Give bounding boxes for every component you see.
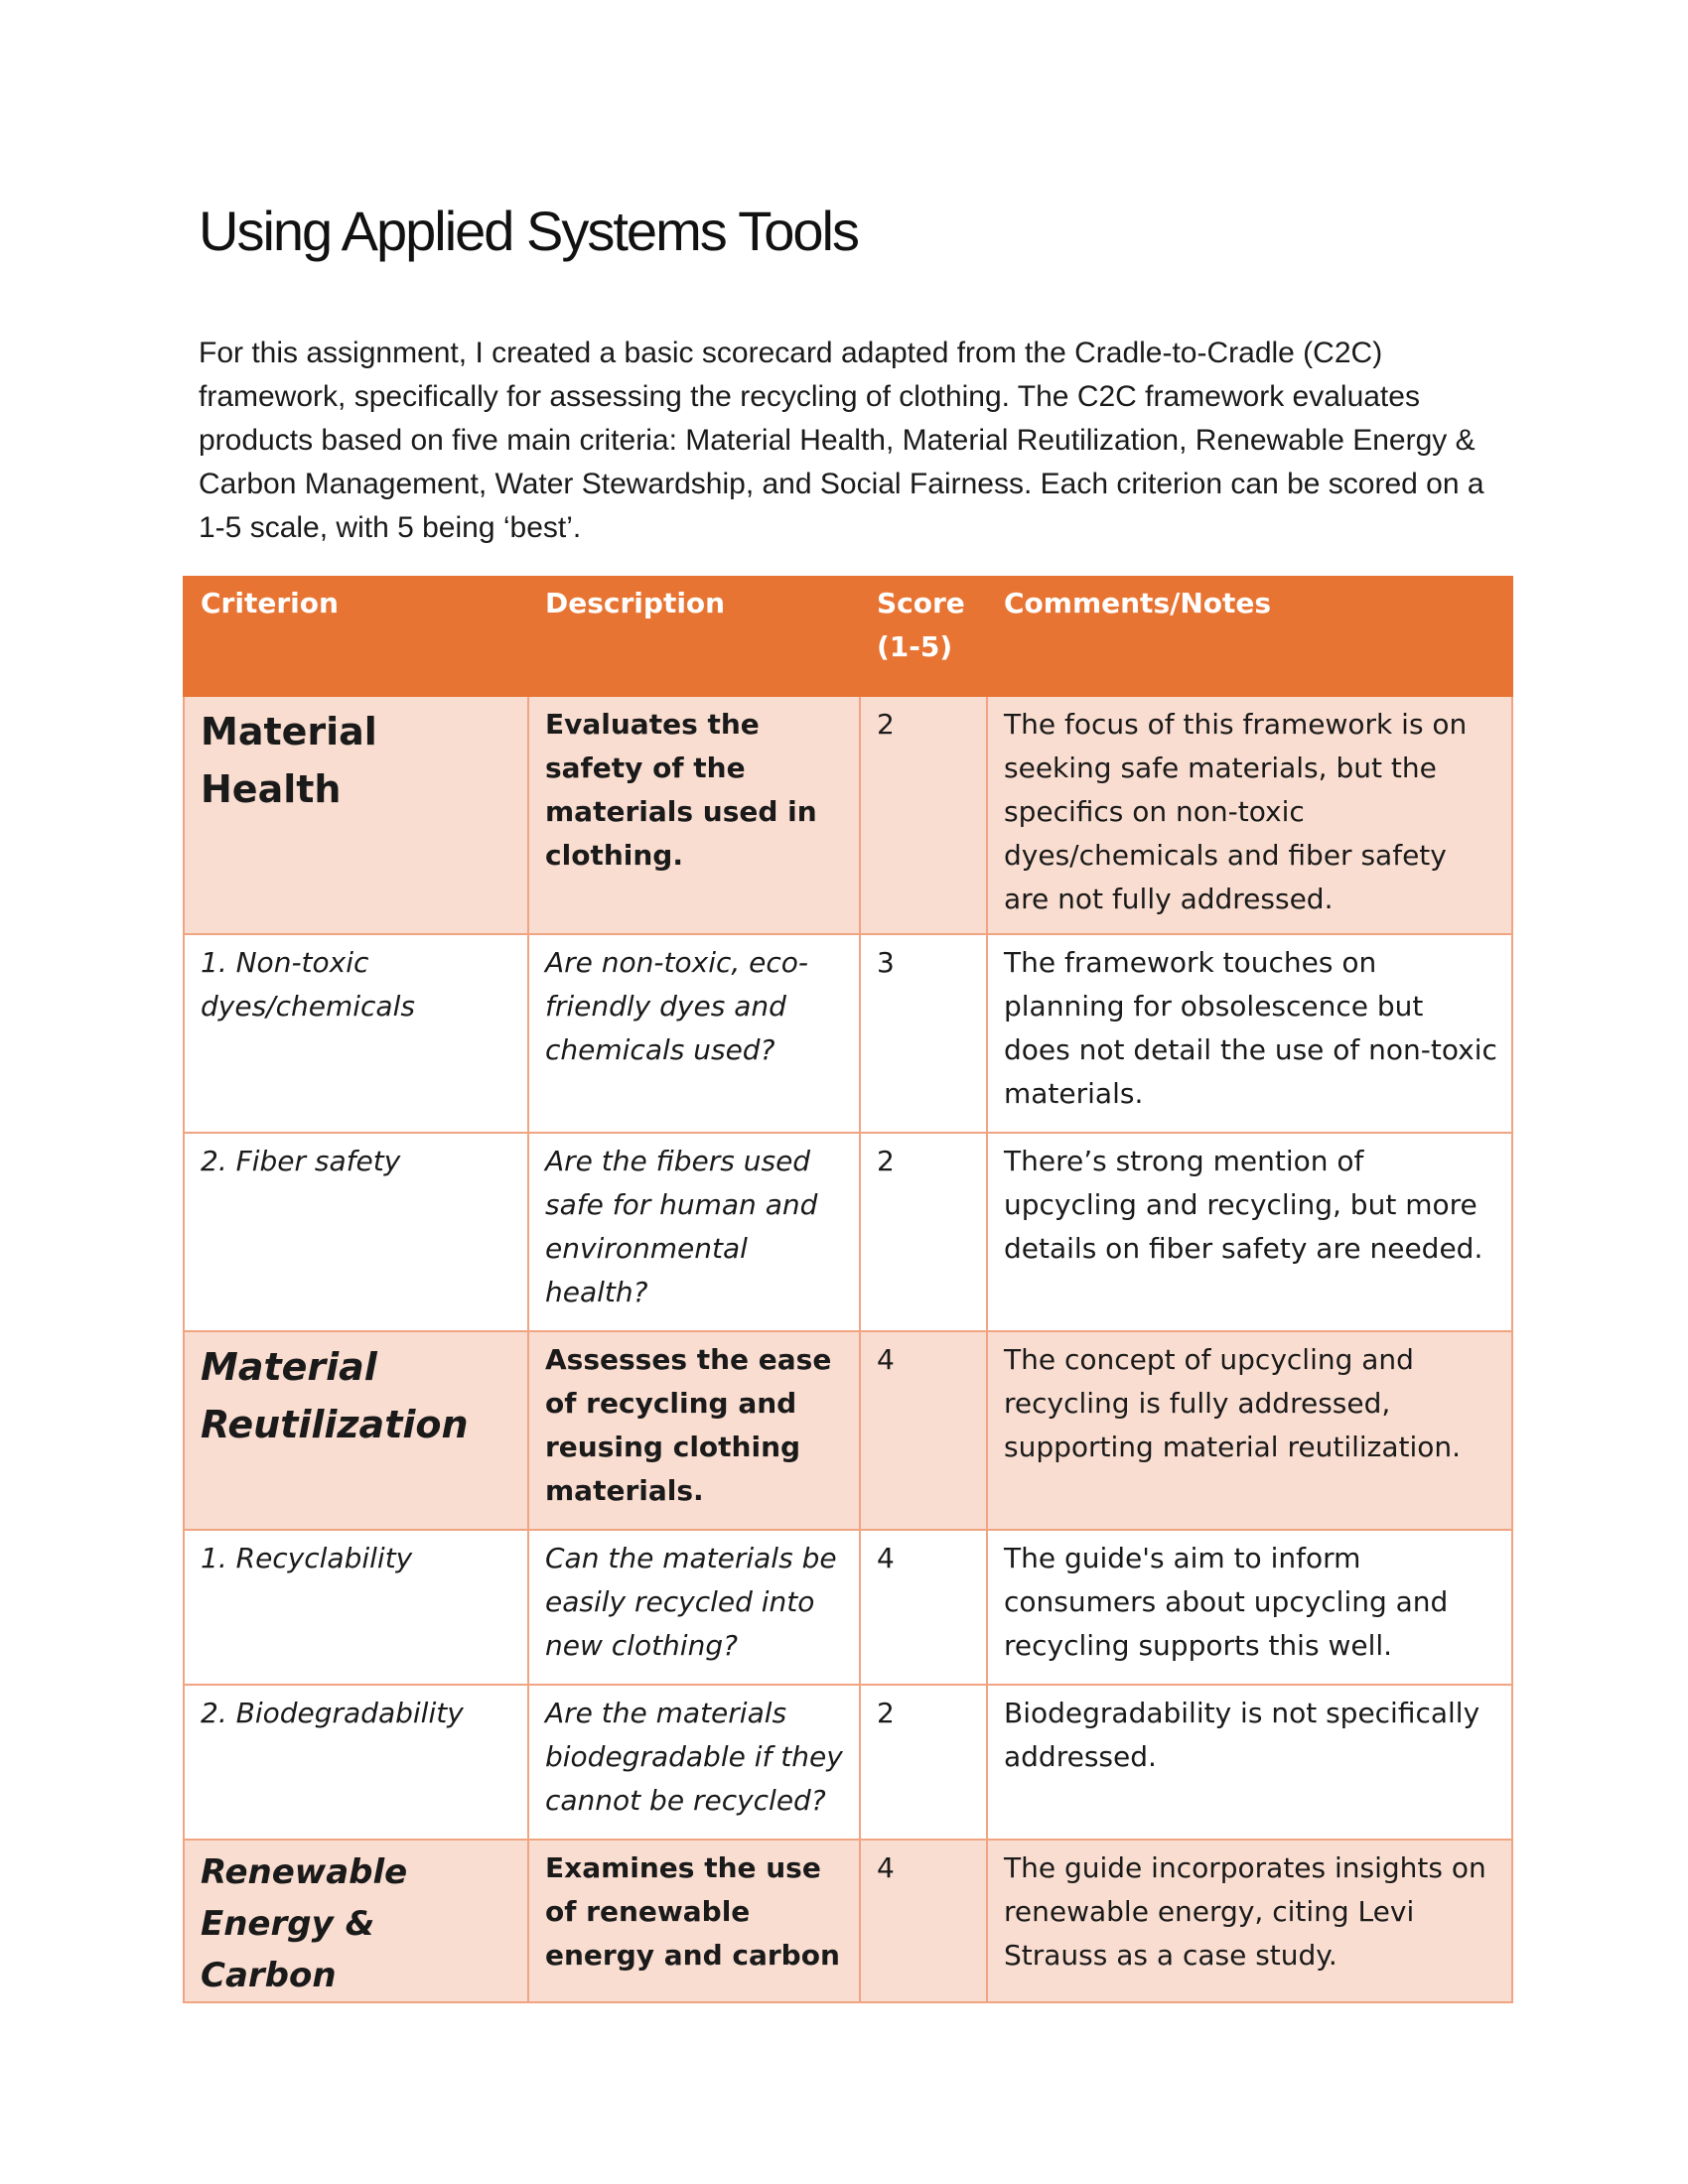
comments-cell: The focus of this framework is on seeking safe materials, but the specifics on non-toxic dyes/chemicals and fiber safety are not fully addressed. — [987, 696, 1512, 934]
table-row — [184, 934, 1512, 1133]
table-row — [184, 1685, 1512, 1840]
criterion-cell: Material Reutilization — [184, 1331, 528, 1530]
score-cell: 2 — [860, 696, 987, 934]
comments-cell: The concept of upcycling and recycling is fully addressed, supporting material reutilization. — [987, 1331, 1512, 1530]
score-cell: 3 — [860, 934, 987, 1133]
table-row — [184, 1530, 1512, 1685]
criterion-cell: 1. Recyclability — [184, 1530, 528, 1685]
page-title: Using Applied Systems Tools — [199, 200, 858, 262]
header-description: Description — [528, 577, 860, 696]
table-row — [184, 1331, 1512, 1530]
comments-cell: The guide's aim to inform consumers about upcycling and recycling supports this well. — [987, 1530, 1512, 1685]
score-cell: 2 — [860, 1685, 987, 1840]
comments-cell: The guide incorporates insights on renewable energy, citing Levi Strauss as a case study. — [987, 1840, 1512, 2002]
comments-cell: The framework touches on planning for obsolescence but does not detail the use of non-toxic materials. — [987, 934, 1512, 1133]
header-score: Score (1-5) — [860, 577, 987, 696]
c2c-scorecard-table — [183, 576, 1513, 2003]
description-cell: Are non-toxic, eco-friendly dyes and chemicals used? — [528, 934, 860, 1133]
criterion-cell: Renewable Energy & Carbon — [184, 1840, 528, 2002]
table-header-row — [184, 577, 1512, 696]
description-cell: Can the materials be easily recycled into new clothing? — [528, 1530, 860, 1685]
score-cell: 4 — [860, 1530, 987, 1685]
score-cell: 2 — [860, 1133, 987, 1331]
description-cell: Evaluates the safety of the materials used in clothing. — [528, 696, 860, 934]
comments-cell: Biodegradability is not specifically addressed. — [987, 1685, 1512, 1840]
description-cell: Examines the use of renewable energy and carbon — [528, 1840, 860, 2002]
table-row — [184, 1840, 1512, 2002]
header-comments: Comments/Notes — [987, 577, 1512, 696]
table-row — [184, 696, 1512, 934]
comments-cell: There’s strong mention of upcycling and recycling, but more details on fiber safety are needed. — [987, 1133, 1512, 1331]
description-cell: Are the materials biodegradable if they cannot be recycled? — [528, 1685, 860, 1840]
intro-paragraph: For this assignment, I created a basic scorecard adapted from the Cradle-to-Cradle (C2C) framework, specifically for assessing the recycling of clothing. The C2C framework evaluates products based on five main criteria: Material Health, Material Reutilization, Renewable Energy & Carbon Management, Water Stewardship, and Social Fairness. Each criterion can be scored on a 1-5 scale, with 5 being ‘best’. — [199, 337, 1484, 544]
criterion-cell: Material Health — [184, 696, 528, 934]
table-row — [184, 1133, 1512, 1331]
score-cell: 4 — [860, 1840, 987, 2002]
description-cell: Are the fibers used safe for human and environmental health? — [528, 1133, 860, 1331]
criterion-cell: 2. Biodegradability — [184, 1685, 528, 1840]
criterion-cell: 1. Non-toxic dyes/chemicals — [184, 934, 528, 1133]
description-cell: Assesses the ease of recycling and reusing clothing materials. — [528, 1331, 860, 1530]
score-cell: 4 — [860, 1331, 987, 1530]
header-criterion: Criterion — [184, 577, 528, 696]
criterion-cell: 2. Fiber safety — [184, 1133, 528, 1331]
